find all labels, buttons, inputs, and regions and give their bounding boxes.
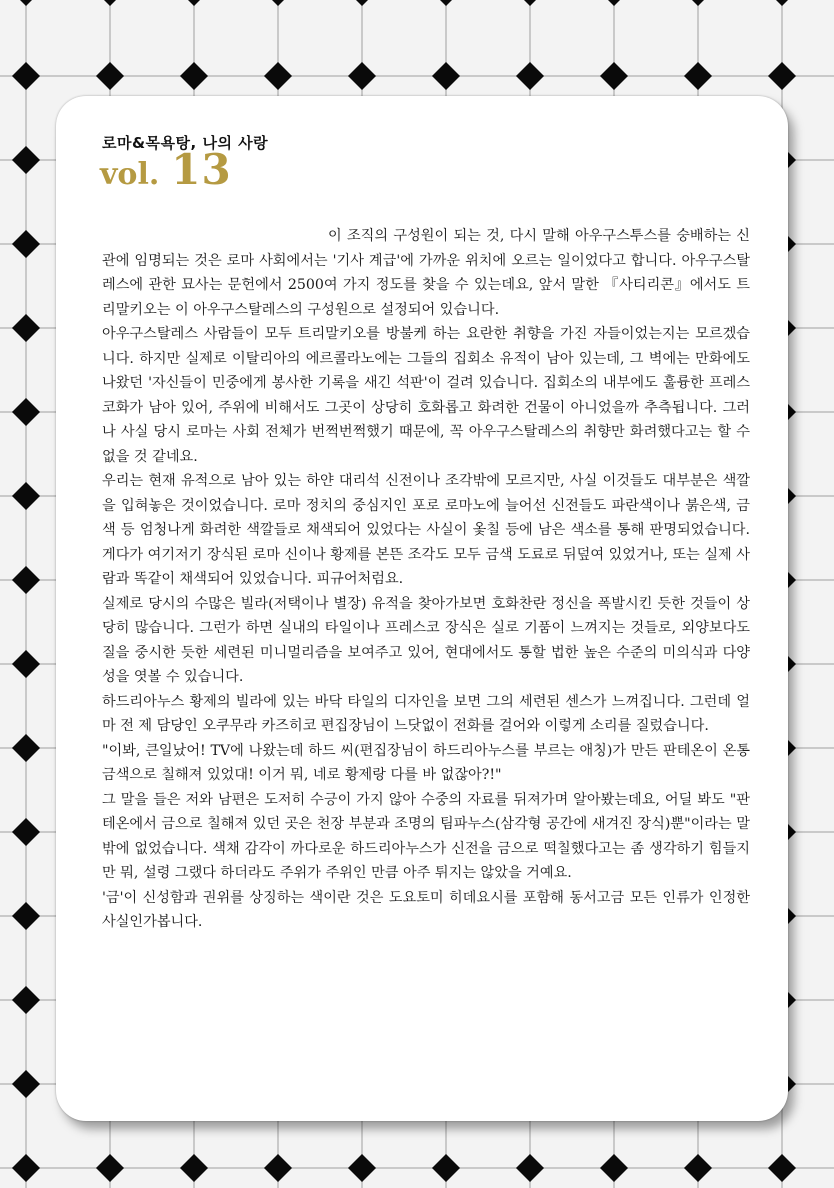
tile-diamond: [96, 62, 124, 90]
tile-diamond: [684, 0, 712, 6]
article-body: [102, 224, 750, 935]
tile-diamond: [12, 650, 40, 678]
paragraph: 이 조직의 구성원이 되는 것, 다시 말해 아우구스투스를 숭배하는 신관에 임명되는 것은 로마 사회에서는 '기사 계급'에 가까운 위치에 오르는 일이었다고 합니다. 아우구스탈레스에 관한 묘사는 문헌에서 2500여 가지 정도를 찾을 수 있는데요, 앞서 말한 『사티리콘』에서도 트리말키오는 이 아우구스탈레스의 구성원으로 설정되어 있습니다.: [102, 228, 750, 318]
tile-diamond: [12, 398, 40, 426]
series-subtitle: 로마&목욕탕, 나의 사랑: [102, 134, 269, 152]
tile-diamond: [12, 0, 40, 6]
tile-diamond: [600, 1154, 628, 1182]
tile-diamond: [96, 1154, 124, 1182]
paragraph: '금'이 신성함과 권위를 상징하는 색이란 것은 도요토미 히데요시를 포함해 동서고금 모든 인류가 인정한 사실인가봅니다.: [102, 889, 750, 930]
magazine-page: [56, 96, 788, 1121]
volume-label: vol.: [100, 157, 160, 192]
tile-diamond: [12, 986, 40, 1014]
tile-diamond: [768, 0, 796, 6]
tile-diamond: [12, 482, 40, 510]
tile-diamond: [432, 62, 460, 90]
tile-diamond: [12, 566, 40, 594]
tile-diamond: [12, 314, 40, 342]
tile-diamond: [12, 1154, 40, 1182]
paragraph: 우리는 현재 유적으로 남아 있는 하얀 대리석 신전이나 조각밖에 모르지만, 사실 이것들도 대부분은 색깔을 입혀놓은 것이었습니다. 로마 정치의 중심지인 포로 로마노에 늘어선 신전들도 파란색이나 붉은색, 금색 등 엄청나게 화려한 색깔들로 채색되어 있었다는 사실이 옻칠 등에 남은 색소를 통해 판명되었습니다. 게다가 여기저기 장식된 로마 신이나 황제를 본뜬 조각도 모두 금색 도료로 뒤덮여 있었거나, 또는 실제 사람과 똑같이 채색되어 있었습니다. 피규어처럼요.: [102, 473, 750, 587]
paragraph: 그 말을 들은 저와 남편은 도저히 수긍이 가지 않아 수중의 자료를 뒤져가며 알아봤는데요, 어딜 봐도 "판테온에서 금으로 칠해져 있던 곳은 천장 부분과 조명의 팀파누스(삼각형 공간에 새겨진 장식)뿐"이라는 말밖에 없었습니다. 색채 감각이 까다로운 하드리아누스가 신전을 금으로 떡칠했다고는 좀 생각하기 힘들지만 뭐, 설령 그랬다 하더라도 주위가 주위인 만큼 아주 튀지는 않았을 거예요.: [102, 791, 750, 881]
tile-diamond: [12, 734, 40, 762]
tile-diamond: [96, 0, 124, 6]
tile-diamond: [180, 62, 208, 90]
tile-diamond: [600, 0, 628, 6]
tile-diamond: [768, 1154, 796, 1182]
paragraph: 아우구스탈레스 사람들이 모두 트리말키오를 방불케 하는 요란한 취향을 가진 자들이었는지는 모르겠습니다. 하지만 실제로 이탈리아의 에르콜라노에는 그들의 집회소 유적이 남아 있는데, 그 벽에는 만화에도 나왔던 '자신들이 민중에게 봉사한 기록을 새긴 석판'이 걸려 있습니다. 집회소의 내부에도 훌륭한 프레스코화가 남아 있어, 주위에 비해서도 그곳이 상당히 호화롭고 화려한 건물이 아니었을까 추측됩니다. 그러나 사실 당시 로마는 사회 전체가 번쩍번쩍했기 때문에, 꼭 아우구스탈레스의 취향만 화려했다고는 할 수 없을 것 같네요.: [102, 326, 750, 465]
tile-diamond: [768, 62, 796, 90]
tile-diamond: [180, 1154, 208, 1182]
tile-diamond: [348, 0, 376, 6]
tile-diamond: [180, 0, 208, 6]
paragraph: "이봐, 큰일났어! TV에 나왔는데 하드 씨(편집장님이 하드리아누스를 부르는 애칭)가 만든 판테온이 온통 금색으로 칠해져 있었대! 이거 뭐, 네로 황제랑 다를 바 없잖아?!": [102, 742, 750, 783]
tile-diamond: [348, 1154, 376, 1182]
tile-diamond: [12, 1070, 40, 1098]
tile-diamond: [600, 62, 628, 90]
tile-diamond: [432, 1154, 460, 1182]
tile-diamond: [516, 62, 544, 90]
tile-diamond: [264, 62, 292, 90]
tile-diamond: [12, 902, 40, 930]
tile-diamond: [12, 818, 40, 846]
volume-heading: [100, 145, 232, 194]
tile-diamond: [348, 62, 376, 90]
tile-diamond: [12, 146, 40, 174]
tile-diamond: [264, 1154, 292, 1182]
tile-diamond: [684, 1154, 712, 1182]
tile-diamond: [12, 62, 40, 90]
tile-diamond: [432, 0, 460, 6]
tile-diamond: [684, 62, 712, 90]
tile-diamond: [264, 0, 292, 6]
tile-diamond: [516, 0, 544, 6]
paragraph: 하드리아누스 황제의 빌라에 있는 바닥 타일의 디자인을 보면 그의 세련된 센스가 느껴집니다. 그런데 얼마 전 제 담당인 오쿠무라 카즈히코 편집장님이 느닷없이 전화를 걸어와 이렇게 소리를 질렀습니다.: [102, 693, 750, 734]
tile-diamond: [12, 230, 40, 258]
paragraph: 실제로 당시의 수많은 빌라(저택이나 별장) 유적을 찾아가보면 호화찬란 정신을 폭발시킨 듯한 것들이 상당히 많습니다. 그런가 하면 실내의 타일이나 프레스코 장식은 실로 기품이 느껴지는 것들로, 외양보다도 질을 중시한 듯한 세련된 미니멀리즘을 보여주고 있어, 현대에서도 통할 법한 높은 수준의 미의식과 다양성을 엿볼 수 있습니다.: [102, 595, 750, 685]
volume-number: 13: [171, 145, 232, 194]
tile-diamond: [516, 1154, 544, 1182]
